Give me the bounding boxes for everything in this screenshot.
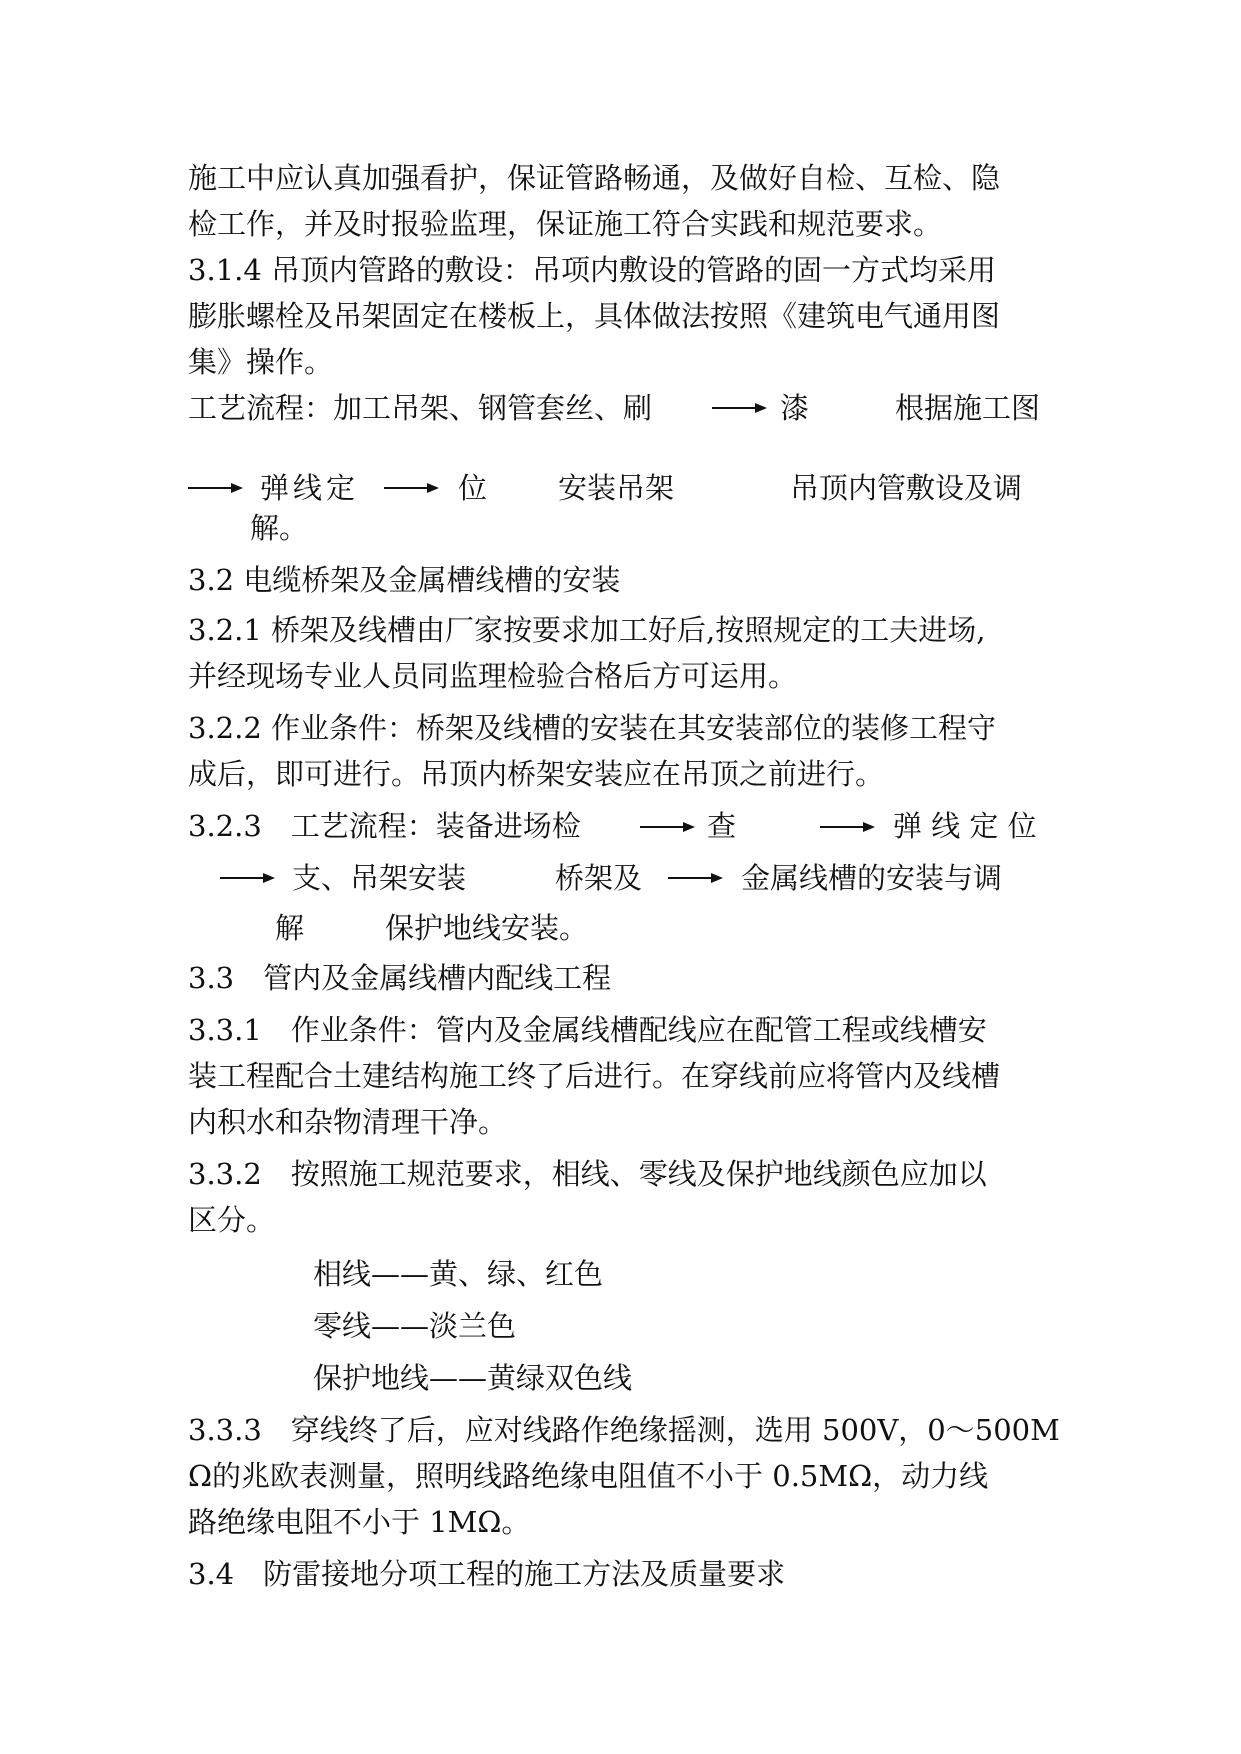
right-arrow-icon <box>384 483 439 493</box>
paragraph-line: 路绝缘电阻不小于 1MΩ。 <box>188 1505 531 1539</box>
flow-step: 支、吊架安装 <box>292 861 467 895</box>
paragraph-line: 施工中应认真加强看护，保证管路畅通，及做好自检、互检、隐 <box>188 161 1001 195</box>
flow-step: 金属线槽的安装与调 <box>741 861 1003 895</box>
section-3-1-4-line: 3.1.4 吊顶内管路的敷设：吊项内敷设的管路的固一方式均采用 <box>188 253 997 287</box>
right-arrow-icon <box>820 822 875 832</box>
paragraph-line: 3.2.1 桥架及线槽由厂家按要求加工好后,按照规定的工夫进场, <box>188 613 986 647</box>
right-arrow-icon <box>220 873 275 883</box>
paragraph-line: 3.3.2 按照施工规范要求，相线、零线及保护地线颜色应加以 <box>188 1157 987 1191</box>
flow-step: 吊顶内管敷设及调 <box>790 471 1023 505</box>
flow-step: 根据施工图 <box>895 391 1041 425</box>
flow-step: 3.2.3 工艺流程：装备进场检 <box>188 809 581 843</box>
section-heading-3-3: 3.3 管内及金属线槽内配线工程 <box>188 961 612 995</box>
paragraph-line: 区分。 <box>188 1203 276 1237</box>
paragraph-line: 装工程配合土建结构施工终了后进行。在穿线前应将管内及线槽 <box>188 1059 1001 1093</box>
flow-step: 解 <box>275 911 305 945</box>
wire-color-item: 相线——黄、绿、红色 <box>313 1257 604 1291</box>
paragraph-line: 膨胀螺栓及吊架固定在楼板上，具体做法按照《建筑电气通用图 <box>188 299 1001 333</box>
flow-step: 弹线定 <box>260 471 360 505</box>
paragraph-line: 并经现场专业人员同监理检验合格后方可运用。 <box>188 659 798 693</box>
flow-step: 保护地线安装。 <box>385 911 589 945</box>
paragraph-line: 集》操作。 <box>188 345 334 379</box>
section-heading-3-2: 3.2 电缆桥架及金属槽线槽的安装 <box>188 563 621 597</box>
paragraph-line: 3.2.2 作业条件：桥架及线槽的安装在其安装部位的装修工程守 <box>188 711 997 745</box>
paragraph-line: 成后，即可进行。吊顶内桥架安装应在吊顶之前进行。 <box>188 757 885 791</box>
right-arrow-icon <box>712 403 767 413</box>
flow-step: 桥架及 <box>555 861 643 895</box>
flow-step: 查 <box>707 809 737 843</box>
right-arrow-icon <box>188 483 243 493</box>
wire-color-item: 保护地线——黄绿双色线 <box>313 1361 633 1395</box>
paragraph-line: 3.3.1 作业条件：管内及金属线槽配线应在配管工程或线槽安 <box>188 1013 987 1047</box>
right-arrow-icon <box>668 873 723 883</box>
paragraph-line: Ω的兆欧表测量，照明线路绝缘电阻值不小于 0.5MΩ，动力线 <box>188 1459 989 1493</box>
flow-step: 解。 <box>250 511 309 545</box>
right-arrow-icon <box>640 822 695 832</box>
flow-step: 工艺流程：加工吊架、钢管套丝、刷 <box>188 391 653 425</box>
paragraph-line: 3.3.3 穿线终了后，应对线路作绝缘摇测，选用 500V，0～500M <box>188 1413 1060 1447</box>
flow-step: 位 <box>458 471 488 505</box>
flow-step: 弹 线 定 位 <box>893 809 1037 843</box>
paragraph-line: 检工作，并及时报验监理，保证施工符合实践和规范要求。 <box>188 207 943 241</box>
paragraph-line: 内积水和杂物清理干净。 <box>188 1105 508 1139</box>
flow-step: 安装吊架 <box>558 471 675 505</box>
flow-step: 漆 <box>780 391 810 425</box>
section-heading-3-4: 3.4 防雷接地分项工程的施工方法及质量要求 <box>188 1557 786 1591</box>
wire-color-item: 零线——淡兰色 <box>313 1309 517 1343</box>
